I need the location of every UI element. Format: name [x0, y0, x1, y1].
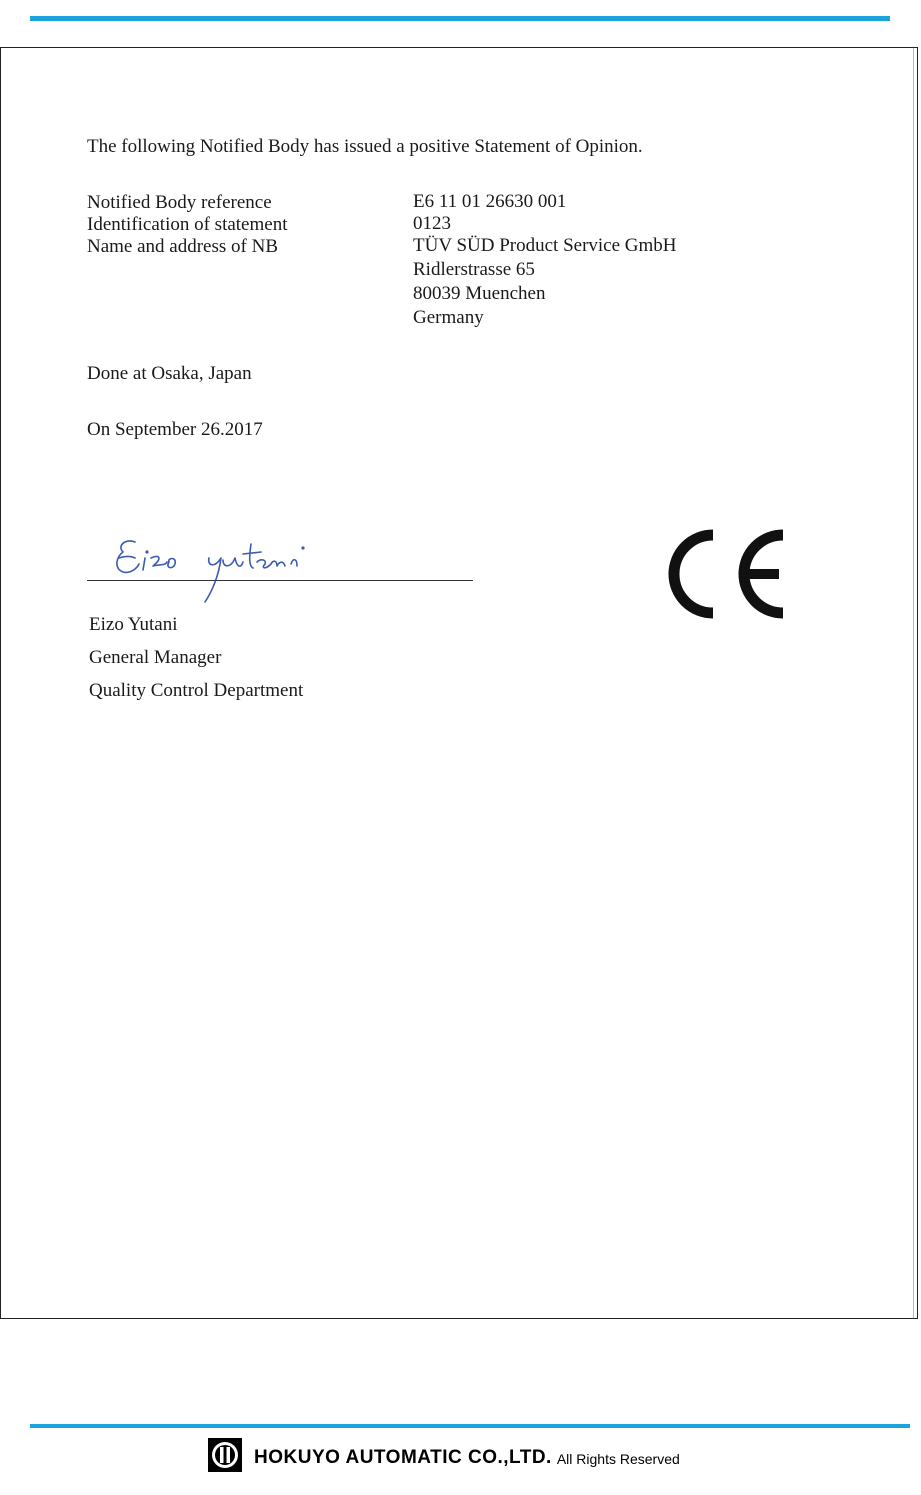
footer-rule	[30, 1424, 910, 1428]
value-nb-name: TÜV SÜD Product Service GmbH	[413, 235, 677, 256]
signatory-title: General Manager	[89, 647, 222, 668]
hokuyo-logo-icon	[208, 1438, 242, 1472]
footer	[208, 1437, 680, 1473]
value-address-street: Ridlerstrasse 65	[413, 259, 535, 280]
value-address-country: Germany	[413, 307, 484, 328]
signatory-name: Eizo Yutani	[89, 614, 178, 635]
value-nb-reference: E6 11 01 26630 001	[413, 191, 567, 212]
value-statement-id: 0123	[413, 213, 451, 234]
header-rule	[30, 16, 890, 21]
label-nb-reference: Notified Body reference	[87, 192, 272, 213]
signatory-department: Quality Control Department	[89, 680, 304, 701]
value-address-city: 80039 Muenchen	[413, 283, 546, 304]
signature-line	[87, 580, 473, 581]
rights-notice: All Rights Reserved	[556, 1451, 680, 1467]
issue-date: On September 26.2017	[87, 419, 263, 440]
company-name: HOKUYO AUTOMATIC CO.,LTD.	[254, 1447, 552, 1468]
statement-intro: The following Notified Body has issued a positive Statement of Opinion.	[87, 136, 643, 157]
handwritten-signature	[101, 528, 321, 608]
label-nb-name-address: Name and address of NB	[87, 236, 279, 257]
signatory-block	[89, 608, 303, 707]
field-labels	[87, 192, 287, 258]
label-statement-id: Identification of statement	[87, 214, 288, 235]
field-values	[413, 191, 677, 329]
scan-edge-line	[913, 48, 914, 1318]
place-of-issue: Done at Osaka, Japan	[87, 363, 252, 384]
certificate-page	[0, 47, 918, 1319]
ce-mark	[655, 526, 789, 622]
